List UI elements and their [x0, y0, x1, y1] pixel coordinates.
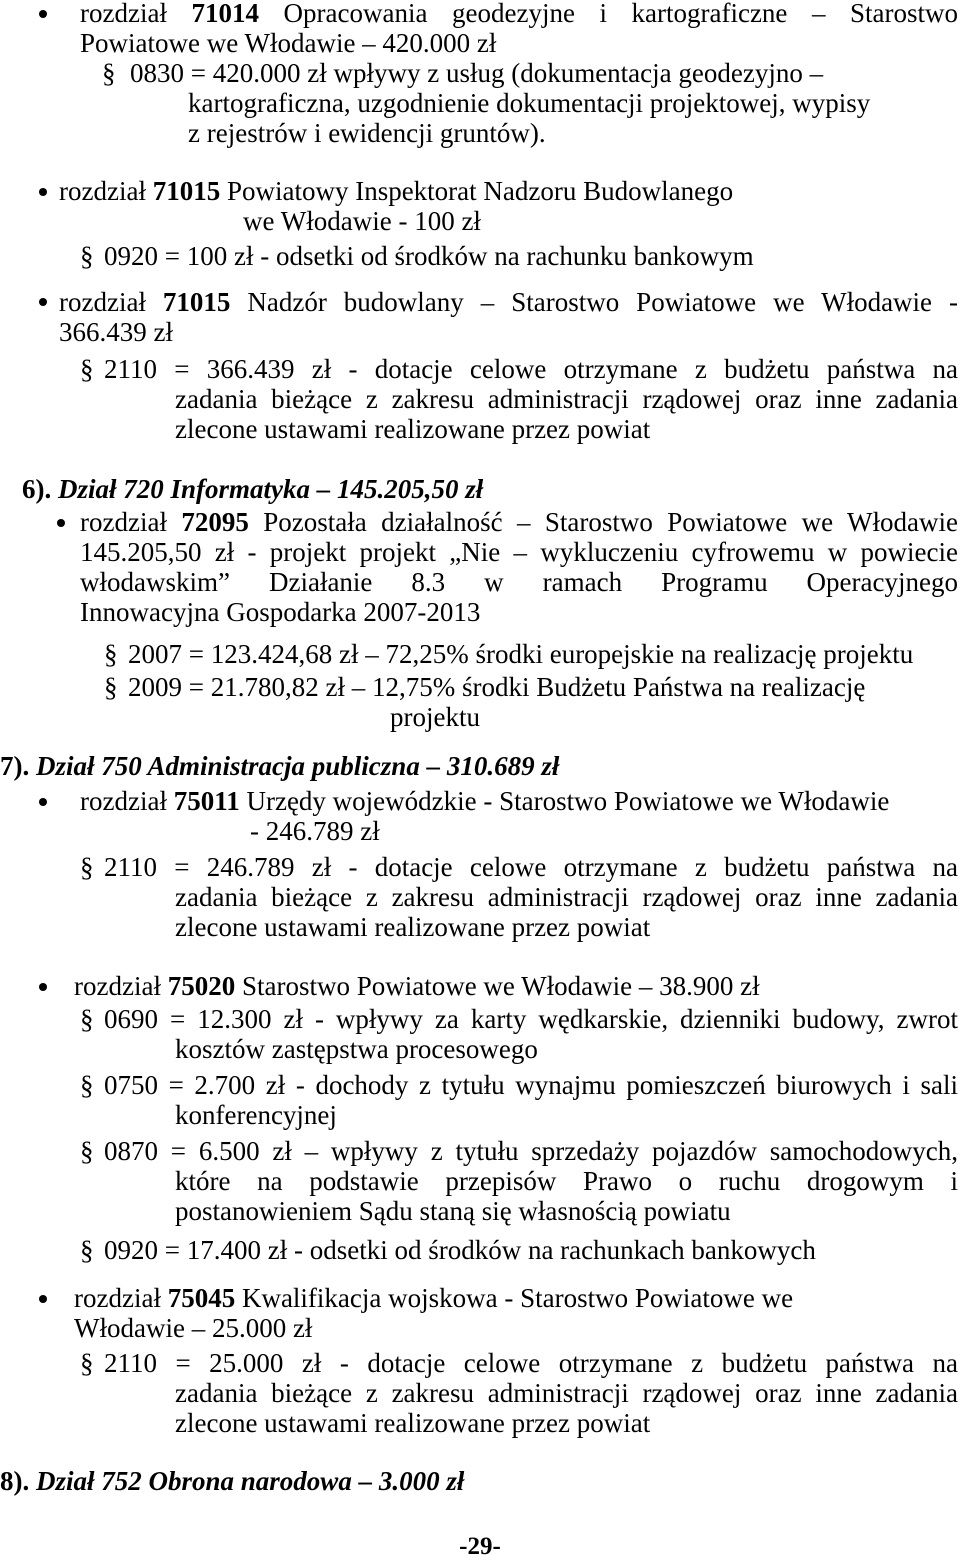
paragraph-sign-icon: §	[80, 241, 94, 271]
item-2007	[104, 639, 960, 669]
chapter-amount: we Włodawie - 100 zł	[243, 206, 481, 236]
heading-title: Dział 752 Obrona narodowa – 3.000 zł	[29, 1466, 465, 1496]
paragraph-sign-icon: §	[104, 639, 118, 669]
bullet-icon	[39, 798, 47, 806]
item-line: z rejestrów i ewidencji gruntów).	[188, 118, 546, 148]
item-line: zlecone ustawami realizowane przez powiat	[175, 912, 651, 942]
chapter-number: 71015	[152, 176, 221, 206]
chapter-title: Opracowania geodezyjne i kartograficzne – Starostwo	[259, 0, 959, 28]
chapter-description: 145.205,50 zł - projekt projekt „Nie – wykluczeniu cyfrowemu w powiecie	[80, 537, 958, 567]
item-0870	[80, 1136, 958, 1226]
chapter-title: Powiatowy Inspektorat Nadzoru Budowlanego	[220, 176, 734, 206]
item-line: 0920 = 100 zł - odsetki od środków na rachunku bankowym	[104, 241, 754, 271]
item-line: zlecone ustawami realizowane przez powiat	[175, 414, 651, 444]
heading-number: 8).	[0, 1466, 30, 1496]
paragraph-sign-icon: §	[80, 1348, 94, 1378]
item-line: 0920 = 17.400 zł - odsetki od środków na rachunkach bankowych	[104, 1235, 816, 1265]
bullet-icon	[39, 983, 47, 991]
section-75020	[74, 971, 954, 1001]
chapter-title: Urzędy wojewódzkie - Starostwo Powiatowe we Włodawie	[239, 786, 890, 816]
heading-title: Dział 720 Informatyka – 145.205,50 zł	[51, 474, 484, 504]
bullet-icon	[39, 188, 47, 196]
paragraph-sign-icon: §	[80, 1235, 94, 1265]
label: rozdział	[74, 971, 168, 1001]
chapter-title: Starostwo Powiatowe we Włodawie – 38.900 zł	[235, 971, 760, 1001]
heading-number: 6).	[22, 474, 52, 504]
chapter-title: Nadzór budowlany – Starostwo Powiatowe we Włodawie -	[230, 287, 958, 317]
item-line: 0830 = 420.000 zł wpływy z usług (dokumentacja geodezyjno –	[130, 58, 824, 88]
item-line: konferencyjnej	[175, 1100, 337, 1130]
item-line: 0690 = 12.300 zł - wpływy za karty wędkarskie, dzienniki budowy, zwrot	[104, 1004, 958, 1034]
bullet-icon	[57, 519, 65, 527]
paragraph-sign-icon: §	[104, 672, 118, 702]
chapter-title: Pozostała działalność – Starostwo Powiatowe we Włodawie	[248, 507, 959, 537]
label: rozdział	[80, 786, 174, 816]
chapter-number: 75020	[167, 971, 236, 1001]
paragraph-sign-icon: §	[80, 1070, 94, 1100]
item-2009	[104, 672, 960, 732]
section-72095	[80, 507, 958, 627]
bullet-icon	[39, 10, 47, 18]
chapter-number: 71015	[162, 287, 231, 317]
item-line: kartograficzna, uzgodnienie dokumentacji projektowej, wypisy	[188, 88, 871, 118]
paragraph-sign-icon: §	[80, 354, 94, 384]
item-2110	[80, 1348, 958, 1438]
section-heading-dzial-750	[0, 751, 559, 781]
heading-number: 7).	[0, 751, 30, 781]
item-line: projektu	[390, 702, 480, 732]
chapter-amount: Powiatowe we Włodawie – 420.000 zł	[80, 28, 497, 58]
item-line: postanowieniem Sądu staną się własnością powiatu	[175, 1196, 731, 1226]
label: rozdział	[80, 507, 182, 537]
chapter-amount: Włodawie – 25.000 zł	[74, 1313, 313, 1343]
section-71015-inspektorat	[59, 176, 939, 246]
item-line: zadania bieżące z zakresu administracji rządowej oraz inne zadania	[175, 882, 958, 912]
item-line: które na podstawie przepisów Prawo o ruchu drogowym i	[175, 1166, 958, 1196]
paragraph-sign-icon: §	[80, 1136, 94, 1166]
label: rozdział	[80, 0, 192, 28]
bullet-icon	[39, 1295, 47, 1303]
chapter-amount: - 246.789 zł	[250, 816, 380, 846]
chapter-number: 71014	[191, 0, 259, 28]
section-71015-nadzor	[59, 287, 958, 347]
item-line: 2110 = 366.439 zł - dotacje celowe otrzymane z budżetu państwa na	[104, 354, 958, 384]
item-line: zadania bieżące z zakresu administracji rządowej oraz inne zadania	[175, 1378, 958, 1408]
item-line: 2007 = 123.424,68 zł – 72,25% środki europejskie na realizację projektu	[128, 639, 914, 669]
bullet-icon	[39, 298, 47, 306]
item-0750	[80, 1070, 958, 1130]
item-line: kosztów zastępstwa procesowego	[175, 1034, 538, 1064]
section-71014	[80, 0, 958, 58]
chapter-number: 72095	[181, 507, 249, 537]
page-number: -29-	[459, 1533, 501, 1560]
section-75045	[74, 1283, 954, 1343]
chapter-number: 75045	[167, 1283, 236, 1313]
item-line: 2009 = 21.780,82 zł – 12,75% środki Budżetu Państwa na realizację	[128, 672, 866, 702]
chapter-description: włodawskim” Działanie 8.3 w ramach Programu Operacyjnego	[80, 567, 958, 597]
label: rozdział	[74, 1283, 168, 1313]
chapter-amount: 366.439 zł	[59, 317, 173, 347]
item-0690	[80, 1004, 958, 1064]
item-0830	[104, 58, 924, 148]
item-line: 0870 = 6.500 zł – wpływy z tytułu sprzedaży pojazdów samochodowych,	[104, 1136, 958, 1166]
item-0920	[80, 1235, 958, 1265]
label: rozdział	[59, 176, 153, 206]
section-heading-dzial-720	[22, 474, 483, 504]
chapter-title: Kwalifikacja wojskowa - Starostwo Powiatowe we	[235, 1283, 794, 1313]
chapter-description: Innowacyjna Gospodarka 2007-2013	[80, 597, 481, 627]
section-heading-dzial-752	[0, 1466, 464, 1496]
section-75011	[80, 786, 958, 846]
item-2110	[80, 852, 958, 942]
heading-title: Dział 750 Administracja publiczna – 310.689 zł	[29, 751, 560, 781]
item-0920	[80, 241, 920, 271]
item-2110	[80, 354, 958, 444]
item-line: zlecone ustawami realizowane przez powiat	[175, 1408, 651, 1438]
paragraph-sign-icon: §	[102, 58, 116, 88]
paragraph-sign-icon: §	[80, 1004, 94, 1034]
item-line: zadania bieżące z zakresu administracji rządowej oraz inne zadania	[175, 384, 958, 414]
paragraph-sign-icon: §	[80, 852, 94, 882]
chapter-number: 75011	[173, 786, 240, 816]
label: rozdział	[59, 287, 163, 317]
item-line: 2110 = 246.789 zł - dotacje celowe otrzymane z budżetu państwa na	[104, 852, 958, 882]
item-line: 0750 = 2.700 zł - dochody z tytułu wynajmu pomieszczeń biurowych i sali	[104, 1070, 958, 1100]
item-line: 2110 = 25.000 zł - dotacje celowe otrzymane z budżetu państwa na	[104, 1348, 958, 1378]
